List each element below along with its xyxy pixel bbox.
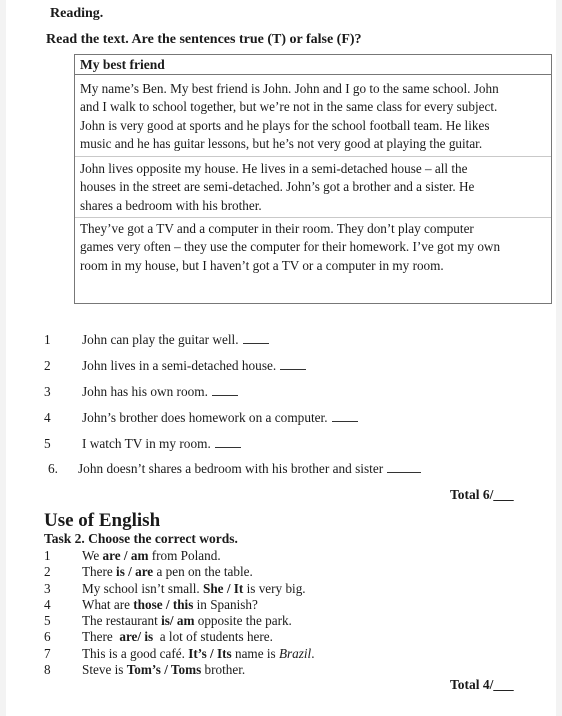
word-choice[interactable]: is/ am bbox=[161, 613, 195, 629]
word-choice[interactable]: are/ is bbox=[119, 629, 154, 645]
section-title: Use of English bbox=[44, 510, 161, 531]
item-text: a pen on the table. bbox=[153, 564, 253, 580]
task-2-list bbox=[44, 548, 444, 678]
item-number: 2 bbox=[44, 564, 51, 580]
item-number: 4 bbox=[44, 596, 51, 612]
task-label: Task 2. Choose the correct words. bbox=[44, 531, 238, 546]
question-text: John lives in a semi-detached house. bbox=[82, 358, 277, 373]
question-number: 6. bbox=[48, 461, 58, 476]
question-text: John doesn’t shares a bedroom with his brother and sister bbox=[78, 461, 384, 476]
item-text: There bbox=[82, 564, 117, 580]
text-line: shares a bedroom with his brother. bbox=[80, 197, 262, 213]
answer-blank[interactable] bbox=[215, 437, 241, 448]
item-text: name is bbox=[231, 645, 279, 661]
item-text: There bbox=[82, 629, 120, 645]
question-text: John’s brother does homework on a computer. bbox=[82, 410, 328, 425]
task-item bbox=[44, 581, 444, 597]
question-2 bbox=[44, 358, 277, 374]
text-line: games very often – they use the computer for their homework. I’ve got my own bbox=[80, 239, 501, 255]
item-text: What are bbox=[82, 596, 134, 612]
item-number: 5 bbox=[44, 613, 51, 629]
word-choice[interactable]: those / this bbox=[133, 596, 194, 612]
item-number: 3 bbox=[44, 580, 51, 596]
paragraph-1 bbox=[80, 80, 546, 153]
task-item bbox=[44, 613, 444, 629]
text-line: music and he has guitar lessons, but he’s not very good at playing the guitar. bbox=[80, 135, 483, 151]
word-choice[interactable]: is / are bbox=[116, 564, 154, 580]
paragraph-3 bbox=[80, 220, 546, 275]
word-choice[interactable]: are / am bbox=[102, 548, 149, 563]
question-number: 1 bbox=[44, 332, 51, 347]
question-1 bbox=[44, 332, 239, 348]
task-item bbox=[44, 646, 444, 662]
item-text: is very big. bbox=[243, 580, 306, 596]
use-of-english-total: Total 4/___ bbox=[450, 677, 514, 692]
question-text: John can play the guitar well. bbox=[82, 332, 239, 347]
word-choice[interactable]: She / It bbox=[203, 580, 244, 596]
text-line: They’ve got a TV and a computer in their room. They don’t play computer bbox=[80, 221, 474, 236]
question-number: 5 bbox=[44, 436, 51, 451]
reading-heading: Reading. bbox=[50, 6, 104, 21]
item-text: My school isn’t small. bbox=[82, 580, 204, 596]
reading-instruction: Read the text. Are the sentences true (T) or false (F)? bbox=[46, 32, 362, 47]
text-title: My best friend bbox=[75, 55, 551, 75]
item-text: The restaurant bbox=[82, 613, 162, 629]
question-6 bbox=[48, 461, 384, 477]
text-line: and I walk to school together, but we’re not in the same class for every subject. bbox=[80, 99, 498, 115]
reading-total: Total 6/___ bbox=[450, 487, 514, 502]
answer-blank[interactable] bbox=[387, 462, 421, 473]
task-item bbox=[44, 564, 444, 580]
item-text: Steve is bbox=[82, 662, 127, 678]
item-number: 7 bbox=[44, 645, 51, 661]
worksheet-page bbox=[6, 0, 556, 716]
word-choice[interactable]: It’s / Its bbox=[188, 645, 232, 661]
task-item bbox=[44, 597, 444, 613]
task-item bbox=[44, 548, 444, 564]
text-line: houses in the street are semi-detached. John’s got a brother and a sister. He bbox=[80, 179, 475, 195]
answer-blank[interactable] bbox=[212, 385, 238, 396]
question-5 bbox=[44, 436, 211, 452]
text-line: My name’s Ben. My best friend is John. John and I go to the same school. John bbox=[80, 81, 499, 96]
answer-blank[interactable] bbox=[280, 359, 306, 370]
paragraph-divider bbox=[75, 217, 551, 218]
answer-blank[interactable] bbox=[332, 411, 358, 422]
paragraph-divider bbox=[75, 156, 551, 157]
item-text: This is a good café. bbox=[82, 645, 189, 661]
restaurant-name: Brazil bbox=[278, 645, 312, 661]
item-text: opposite the park. bbox=[194, 613, 292, 629]
item-text: a lot of students here. bbox=[153, 629, 273, 645]
question-number: 4 bbox=[44, 410, 51, 425]
reading-text-box bbox=[74, 54, 552, 304]
question-number: 3 bbox=[44, 384, 51, 399]
question-text: John has his own room. bbox=[82, 384, 208, 399]
question-number: 2 bbox=[44, 358, 51, 373]
item-text: . bbox=[311, 645, 315, 661]
paragraph-2 bbox=[80, 160, 546, 215]
text-line: room in my house, but I haven’t got a TV or a computer in my room. bbox=[80, 257, 444, 273]
item-number: 1 bbox=[44, 548, 51, 563]
text-line: John is very good at sports and he plays for the school football team. He likes bbox=[80, 117, 490, 133]
item-text: from Poland. bbox=[148, 548, 221, 563]
item-text: brother. bbox=[201, 662, 246, 678]
item-number: 8 bbox=[44, 662, 51, 678]
question-4 bbox=[44, 410, 328, 426]
item-number: 6 bbox=[44, 629, 51, 645]
item-text: in Spanish? bbox=[193, 596, 258, 612]
task-item bbox=[44, 629, 444, 645]
item-text: We bbox=[82, 548, 103, 563]
text-line: John lives opposite my house. He lives in a semi-detached house – all the bbox=[80, 161, 468, 176]
question-3 bbox=[44, 384, 208, 400]
answer-blank[interactable] bbox=[243, 333, 269, 344]
question-text: I watch TV in my room. bbox=[82, 436, 211, 451]
word-choice[interactable]: Tom’s / Toms bbox=[126, 662, 202, 678]
task-item bbox=[44, 662, 444, 678]
